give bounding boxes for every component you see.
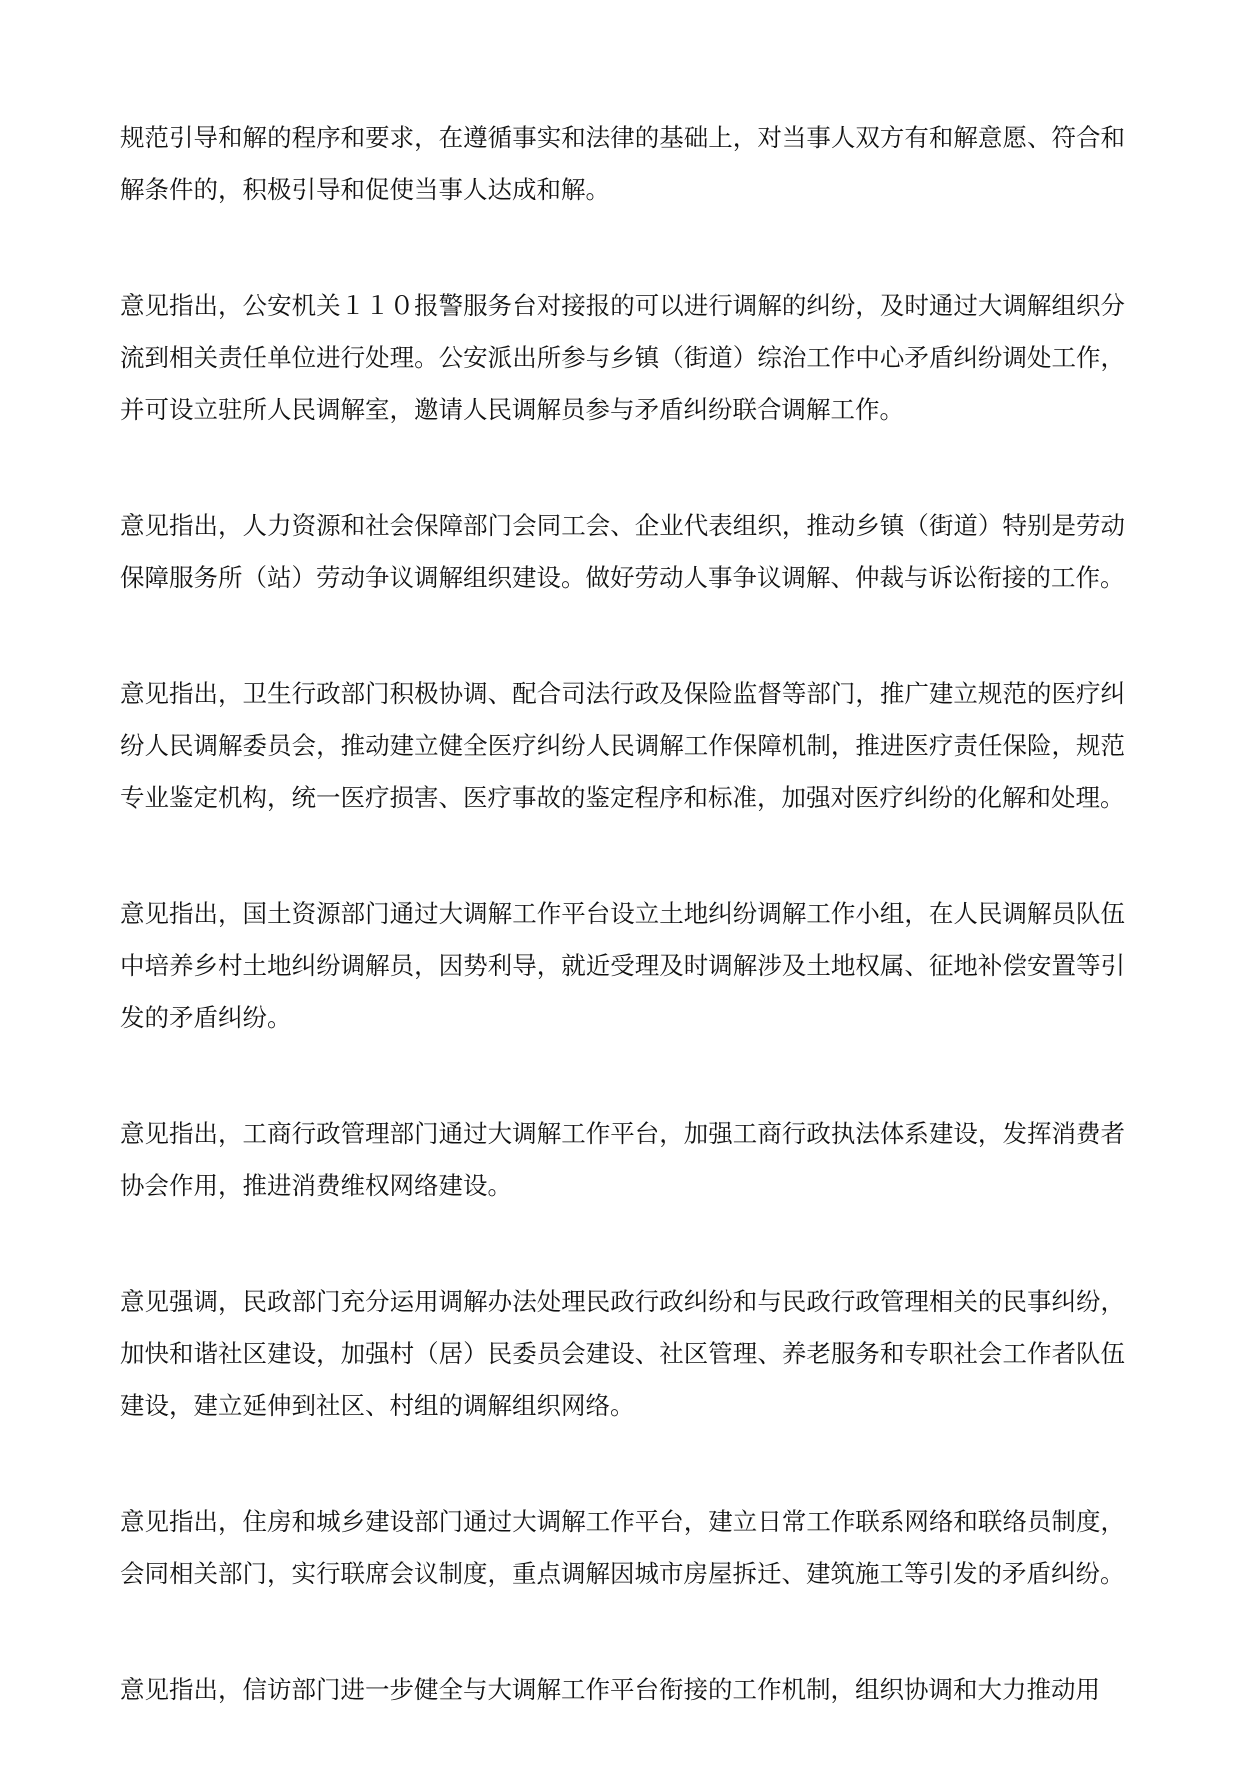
paragraph-housing: 意见指出，住房和城乡建设部门通过大调解工作平台，建立日常工作联系网络和联络员制度，会同相关部门，实行联席会议制度，重点调解因城市房屋拆迁、建筑施工等引发的矛盾纠纷。 bbox=[120, 1507, 1125, 1588]
paragraph-public-security: 意见指出，公安机关１１０报警服务台对接报的可以进行调解的纠纷，及时通过大调解组织分流到相关责任单位进行处理。公安派出所参与乡镇（街道）综治工作中心矛盾纠纷调处工作，并可设立驻所人民调解室，邀请人民调解员参与矛盾纠纷联合调解工作。 bbox=[120, 291, 1125, 424]
paragraph-commerce: 意见指出，工商行政管理部门通过大调解工作平台，加强工商行政执法体系建设，发挥消费者协会作用，推进消费维权网络建设。 bbox=[120, 1119, 1125, 1200]
paragraph-human-resources: 意见指出，人力资源和社会保障部门会同工会、企业代表组织，推动乡镇（街道）特别是劳动保障服务所（站）劳动争议调解组织建设。做好劳动人事争议调解、仲裁与诉讼衔接的工作。 bbox=[120, 511, 1125, 592]
document-body bbox=[120, 112, 1125, 1780]
paragraph-petitions: 意见指出，信访部门进一步健全与大调解工作平台衔接的工作机制，组织协调和大力推动用 bbox=[120, 1675, 1100, 1704]
paragraph-land-resources: 意见指出，国土资源部门通过大调解工作平台设立土地纠纷调解工作小组，在人民调解员队伍中培养乡村土地纠纷调解员，因势利导，就近受理及时调解涉及土地权属、征地补偿安置等引发的矛盾纠纷。 bbox=[120, 899, 1125, 1032]
paragraph-civil-affairs: 意见强调，民政部门充分运用调解办法处理民政行政纠纷和与民政行政管理相关的民事纠纷，加快和谐社区建设，加强村（居）民委员会建设、社区管理、养老服务和专职社会工作者队伍建设，建立延伸到社区、村组的调解组织网络。 bbox=[120, 1287, 1125, 1420]
paragraph-continuation: 规范引导和解的程序和要求，在遵循事实和法律的基础上，对当事人双方有和解意愿、符合和解条件的，积极引导和促使当事人达成和解。 bbox=[120, 123, 1125, 204]
paragraph-health: 意见指出，卫生行政部门积极协调、配合司法行政及保险监督等部门，推广建立规范的医疗纠纷人民调解委员会，推动建立健全医疗纠纷人民调解工作保障机制，推进医疗责任保险，规范专业鉴定机构，统一医疗损害、医疗事故的鉴定程序和标准，加强对医疗纠纷的化解和处理。 bbox=[120, 679, 1125, 812]
